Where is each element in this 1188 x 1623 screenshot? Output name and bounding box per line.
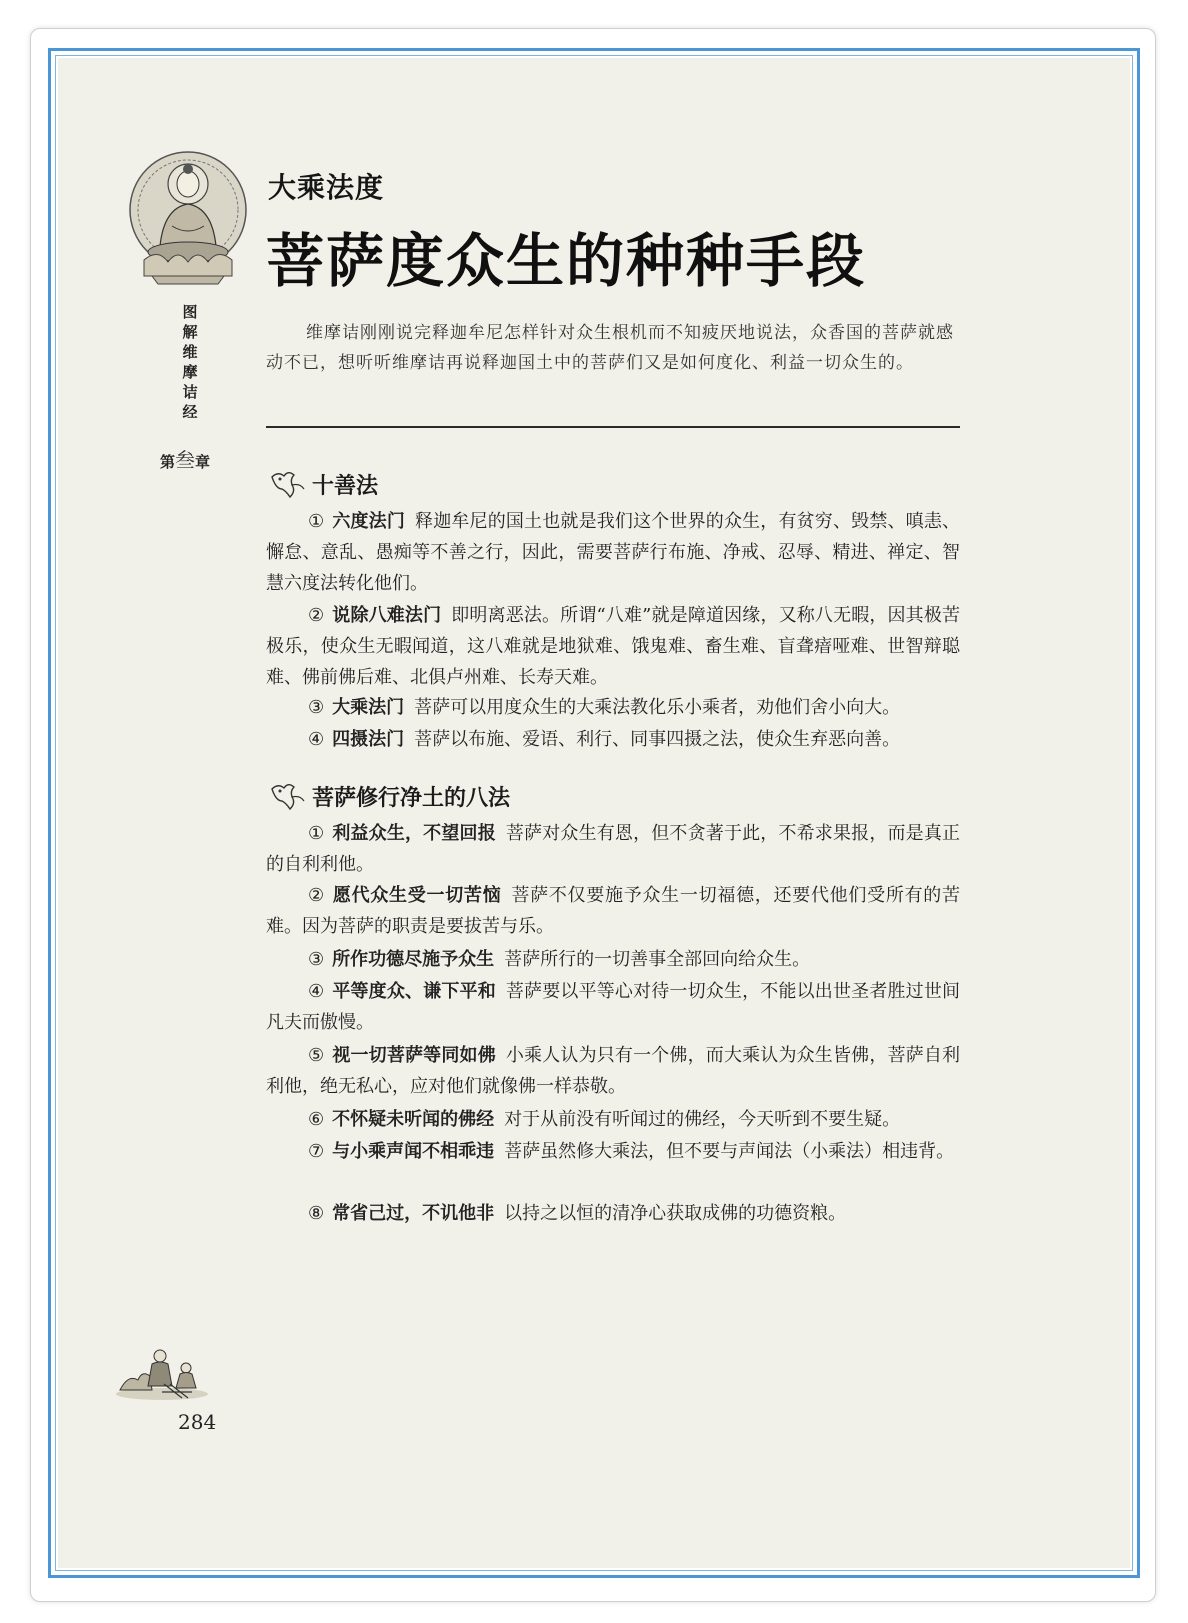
bird-ornament-icon (268, 467, 308, 501)
item-text: 释迦牟尼的国土也就是我们这个世界的众生，有贫穷、毁禁、嗔恚、懈怠、意乱、愚痴等不善之行，因此，需要菩萨行布施、净戒、忍辱、精进、禅定、智慧六度法转化他们。 (266, 511, 961, 594)
book-title-char: 图 (182, 303, 198, 321)
list-item: ⑥ 不怀疑未听闻的佛经 对于从前没有听闻过的佛经，今天听到不要生疑。 (308, 1109, 901, 1130)
item-text: 菩萨要以平等心对待一切众生，不能以出世圣者胜过世间凡夫而傲慢。 (266, 981, 961, 1033)
book-title-char: 解 (182, 323, 198, 341)
footer-illustration (112, 1340, 212, 1402)
item-text: 菩萨所行的一切善事全部回向给众生。 (504, 949, 811, 970)
chapter-label (160, 444, 220, 473)
item-text: 菩萨可以用度众生的大乘法教化乐小乘者，劝他们舍小向大。 (414, 697, 901, 718)
page-number: 284 (178, 1410, 217, 1434)
item-term: 说除八难法门 (332, 605, 442, 626)
list-item: ⑧ 常省己过，不讥他非 以持之以恒的清净心获取成佛的功德资粮。 (308, 1203, 847, 1224)
item-text: 小乘人认为只有一个佛，而大乘认为众生皆佛，菩萨自利利他，绝无私心，应对他们就像佛一样恭敬。 (266, 1045, 961, 1097)
list-item: ④ 四摄法门 菩萨以布施、爱语、利行、同事四摄之法，使众生弃恶向善。 (308, 729, 901, 750)
list-item: ② 愿代众生受一切苦恼 菩萨不仅要施予众生一切福德，还要代他们受所有的苦难。因为菩萨的职责是要拔苦与乐。 (266, 885, 961, 937)
item-term: 不怀疑未听闻的佛经 (332, 1109, 495, 1130)
intro-paragraph: 维摩诘刚刚说完释迦牟尼怎样针对众生根机而不知疲厌地说法，众香国的菩萨就感动不已，想听听维摩诘再说释迦国土中的菩萨们又是如何度化、利益一切众生的。 (266, 323, 954, 373)
list-item: ④ 平等度众、谦下平和 菩萨要以平等心对待一切众生，不能以出世圣者胜过世间凡夫而傲慢。 (266, 981, 961, 1033)
item-text: 即明离恶法。所谓“八难”就是障道因缘，又称八无暇，因其极苦极乐，使众生无暇闻道，这八难就是地狱难、饿鬼难、畜生难、盲聋瘖哑难、世智辩聪难、佛前佛后难、北俱卢州难、长寿天难。 (266, 605, 960, 688)
list-item: ① 利益众生，不望回报 菩萨对众生有恩，但不贪著于此，不希求果报，而是真正的自利利他。 (266, 823, 961, 875)
item-term: 四摄法门 (332, 729, 405, 750)
list-item: ⑤ 视一切菩萨等同如佛 小乘人认为只有一个佛，而大乘认为众生皆佛，菩萨自利利他，绝无私心，应对他们就像佛一样恭敬。 (266, 1045, 961, 1097)
section-heading-text: 十善法 (312, 473, 379, 499)
book-title-char: 诘 (182, 383, 198, 401)
item-text: 菩萨对众生有恩，但不贪著于此，不希求果报，而是真正的自利利他。 (266, 823, 961, 875)
item-text: 菩萨以布施、爱语、利行、同事四摄之法，使众生弃恶向善。 (414, 729, 901, 750)
chapter-number: 叁 (175, 448, 196, 472)
book-title-char: 摩 (182, 363, 198, 381)
list-item: ① 六度法门 释迦牟尼的国土也就是我们这个世界的众生，有贫穷、毁禁、嗔恚、懈怠、意乱、愚痴等不善之行，因此，需要菩萨行布施、净戒、忍辱、精进、禅定、智慧六度法转化他们。 (266, 511, 961, 594)
item-text: 菩萨不仅要施予众生一切福德，还要代他们受所有的苦难。因为菩萨的职责是要拔苦与乐。 (266, 885, 961, 937)
section-heading (268, 776, 510, 816)
list-item: ⑦ 与小乘声闻不相乖违 菩萨虽然修大乘法，但不要与声闻法（小乘法）相违背。 (308, 1141, 955, 1162)
item-term: 六度法门 (332, 511, 406, 532)
section-kicker: 大乘法度 (268, 171, 385, 204)
book-title-char: 经 (182, 403, 198, 421)
page-title: 菩萨度众生的种种手段 (266, 227, 867, 295)
book-title-char: 维 (182, 343, 198, 361)
item-term: 大乘法门 (332, 697, 405, 718)
item-term: 视一切菩萨等同如佛 (332, 1045, 496, 1066)
item-term: 愿代众生受一切苦恼 (332, 885, 502, 906)
item-term: 平等度众、谦下平和 (332, 981, 496, 1002)
chapter-prefix: 第 (160, 453, 176, 471)
item-text: 菩萨虽然修大乘法，但不要与声闻法（小乘法）相违背。 (504, 1141, 955, 1162)
item-term: 与小乘声闻不相乖违 (332, 1141, 495, 1162)
list-item: ② 说除八难法门 即明离恶法。所谓“八难”就是障道因缘，又称八无暇，因其极苦极乐，使众生无暇闻道，这八难就是地狱难、饿鬼难、畜生难、盲聋瘖哑难、世智辩聪难、佛前佛后难、北俱卢州难、长寿天难。 (266, 605, 960, 688)
item-text: 对于从前没有听闻过的佛经，今天听到不要生疑。 (504, 1109, 901, 1130)
book-title-vertical (178, 302, 202, 422)
item-term: 所作功德尽施予众生 (332, 949, 495, 970)
bird-ornament-icon (268, 779, 308, 813)
divider (266, 426, 960, 428)
item-text: 以持之以恒的清净心获取成佛的功德资粮。 (504, 1203, 847, 1224)
section-heading-text: 菩萨修行净土的八法 (312, 785, 511, 811)
chapter-suffix: 章 (195, 453, 211, 471)
list-item: ③ 大乘法门 菩萨可以用度众生的大乘法教化乐小乘者，劝他们舍小向大。 (308, 697, 901, 718)
section-heading (268, 464, 378, 504)
item-term: 常省己过，不讥他非 (332, 1203, 495, 1224)
item-term: 利益众生，不望回报 (332, 823, 496, 844)
buddha-illustration (124, 148, 252, 288)
list-item: ③ 所作功德尽施予众生 菩萨所行的一切善事全部回向给众生。 (308, 949, 811, 970)
